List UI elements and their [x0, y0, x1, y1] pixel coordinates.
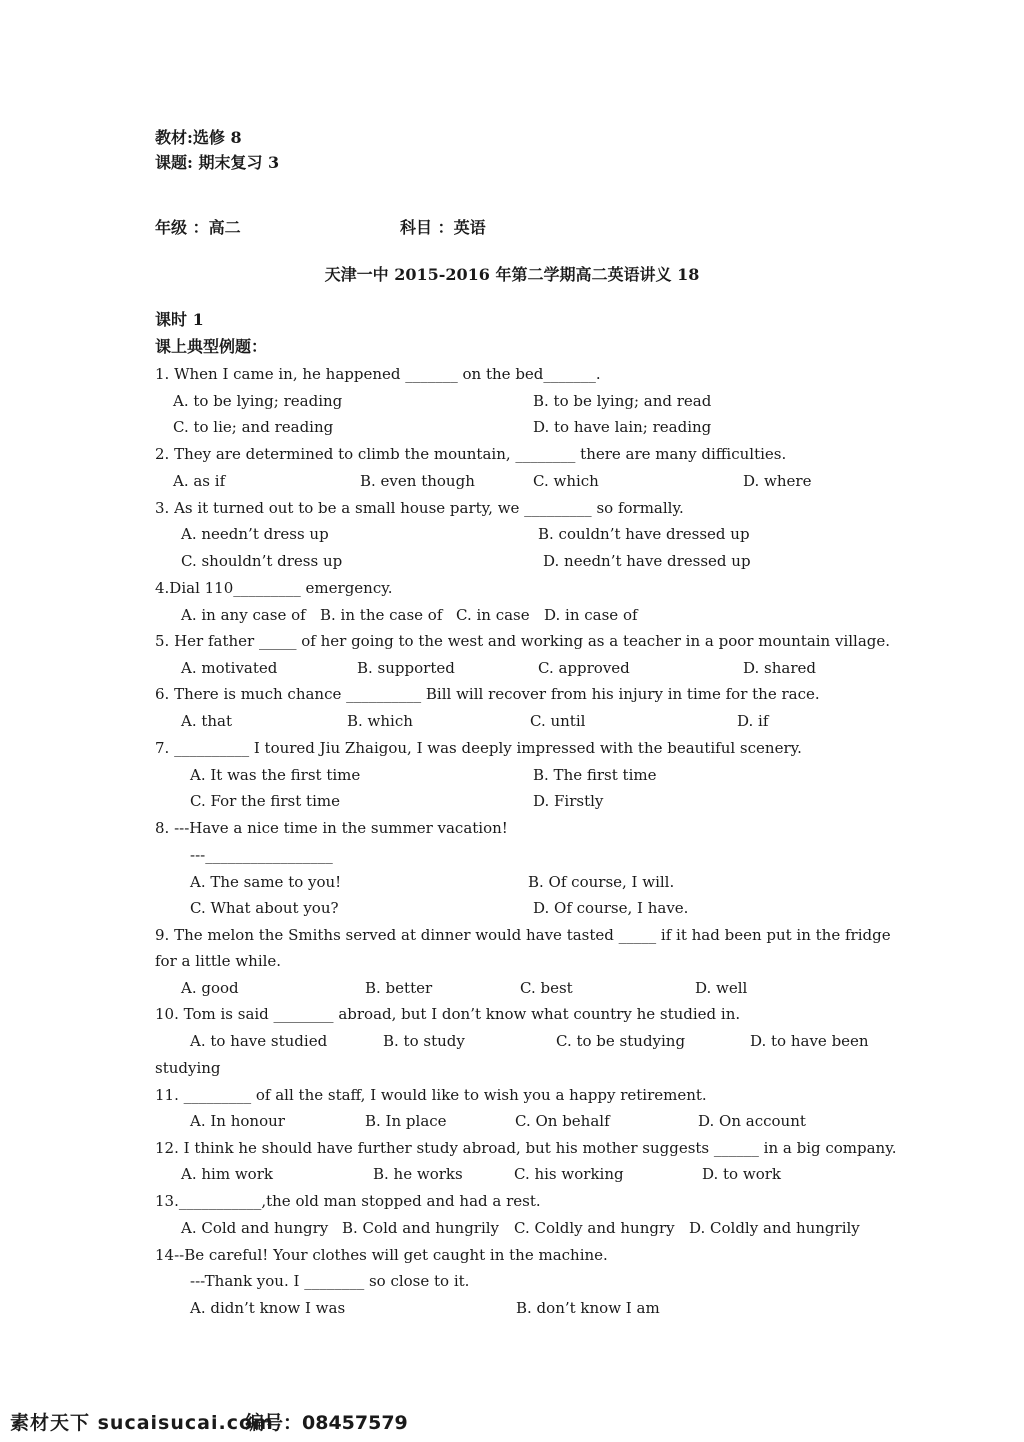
- q11-option-b: B. In place: [365, 1112, 447, 1130]
- question-5: 5. Her father _____ of her going to the west and working as a teacher in a poor mountain village.: [155, 632, 891, 650]
- lesson-label: 课时 1: [155, 310, 204, 329]
- question-1: 1. When I came in, he happened _______ on the bed_______.: [155, 365, 601, 383]
- question-3: 3. As it turned out to be a small house party, we _________ so formally.: [155, 499, 684, 517]
- q11-option-d: D. On account: [698, 1112, 806, 1130]
- question-2: 2. They are determined to climb the mountain, ________ there are many difficulties.: [155, 445, 787, 463]
- q6-option-c: C. until: [530, 712, 586, 730]
- question-7: 7. __________ I toured Jiu Zhaigou, I was deeply impressed with the beautiful scenery.: [155, 739, 802, 757]
- q1-option-c: C. to lie; and reading: [173, 418, 334, 436]
- grade-label: 年级 ：高二: [155, 218, 241, 237]
- q9-option-a: A. good: [181, 979, 239, 997]
- q3-option-d: D. needn’t have dressed up: [543, 552, 751, 570]
- q12-option-b: B. he works: [373, 1165, 463, 1183]
- textbook-label: 教材:选修 8: [155, 128, 242, 147]
- q2-option-a: A. as if: [173, 472, 226, 490]
- question-9: 9. The melon the Smiths served at dinner would have tasted _____ if it had been put in the fridge: [155, 926, 891, 944]
- question-13: 13.___________,the old man stopped and had a rest.: [155, 1192, 541, 1210]
- examples-label: 课上典型例题：: [155, 337, 268, 356]
- q2-option-c: C. which: [533, 472, 599, 490]
- question-10: 10. Tom is said ________ abroad, but I don’t know what country he studied in.: [155, 1005, 741, 1023]
- q10-option-d-continued: studying: [155, 1059, 221, 1077]
- q4-option-a: A. in any case of: [181, 606, 306, 624]
- q13-option-c: C. Coldly and hungry: [514, 1219, 675, 1237]
- question-14-reply: ---Thank you. I ________ so close to it.: [190, 1272, 470, 1290]
- question-4: 4.Dial 110_________ emergency.: [155, 579, 393, 597]
- q7-option-d: D. Firstly: [533, 792, 604, 810]
- q4-option-d: D. in case of: [544, 606, 638, 624]
- q12-option-c: C. his working: [514, 1165, 624, 1183]
- q3-option-b: B. couldn’t have dressed up: [538, 525, 750, 543]
- q12-option-a: A. him work: [181, 1165, 273, 1183]
- q9-option-c: C. best: [520, 979, 573, 997]
- q10-option-b: B. to study: [383, 1032, 465, 1050]
- watermark-footer: [0, 1400, 1024, 1442]
- q4-option-c: C. in case: [456, 606, 530, 624]
- q14-option-a: A. didn’t know I was: [190, 1299, 346, 1317]
- q2-option-d: D. where: [743, 472, 812, 490]
- q8-option-b: B. Of course, I will.: [528, 873, 675, 891]
- subject-label: 科目 ：英语: [400, 218, 486, 237]
- q9-option-d: D. well: [695, 979, 748, 997]
- q1-option-a: A. to be lying; reading: [173, 392, 343, 410]
- q13-option-a: A. Cold and hungry: [181, 1219, 329, 1237]
- q8-option-a: A. The same to you!: [190, 873, 342, 891]
- q12-option-d: D. to work: [702, 1165, 781, 1183]
- q6-option-a: A. that: [181, 712, 233, 730]
- q11-option-a: A. In honour: [190, 1112, 285, 1130]
- question-8-reply: ---_________________: [190, 846, 333, 864]
- question-11: 11. _________ of all the staff, I would like to wish you a happy retirement.: [155, 1086, 707, 1104]
- q5-option-c: C. approved: [538, 659, 630, 677]
- q8-option-c: C. What about you?: [190, 899, 339, 917]
- q6-option-b: B. which: [347, 712, 413, 730]
- q1-option-d: D. to have lain; reading: [533, 418, 712, 436]
- q14-option-b: B. don’t know I am: [516, 1299, 660, 1317]
- q6-option-d: D. if: [737, 712, 769, 730]
- q10-option-c: C. to be studying: [556, 1032, 686, 1050]
- q5-option-a: A. motivated: [181, 659, 278, 677]
- watermark-code: 编号：08457579: [245, 1412, 408, 1434]
- q2-option-b: B. even though: [360, 472, 475, 490]
- q3-option-c: C. shouldn’t dress up: [181, 552, 343, 570]
- q8-option-d: D. Of course, I have.: [533, 899, 689, 917]
- question-8: 8. ---Have a nice time in the summer vacation!: [155, 819, 508, 837]
- q13-option-b: B. Cold and hungrily: [342, 1219, 500, 1237]
- document-title: 天津一中 2015-2016 年第二学期高二英语讲义 18: [324, 265, 700, 284]
- question-14: 14--Be careful! Your clothes will get caught in the machine.: [155, 1246, 608, 1264]
- q7-option-a: A. It was the first time: [190, 766, 361, 784]
- q11-option-c: C. On behalf: [515, 1112, 610, 1130]
- q10-option-d: D. to have been: [750, 1032, 869, 1050]
- q9-option-b: B. better: [365, 979, 433, 997]
- question-6: 6. There is much chance __________ Bill will recover from his injury in time for the race.: [155, 685, 820, 703]
- q5-option-b: B. supported: [357, 659, 455, 677]
- watermark-brand: 素材天下 sucaisucai.com: [10, 1412, 274, 1434]
- q1-option-b: B. to be lying; and read: [533, 392, 712, 410]
- q7-option-c: C. For the first time: [190, 792, 340, 810]
- topic-label: 课题: 期末复习 3: [155, 153, 280, 172]
- q3-option-a: A. needn’t dress up: [181, 525, 329, 543]
- question-9-continued: for a little while.: [155, 952, 282, 970]
- q5-option-d: D. shared: [743, 659, 816, 677]
- q10-option-a: A. to have studied: [190, 1032, 328, 1050]
- q4-option-b: B. in the case of: [320, 606, 443, 624]
- q7-option-b: B. The first time: [533, 766, 657, 784]
- q13-option-d: D. Coldly and hungrily: [689, 1219, 860, 1237]
- question-12: 12. I think he should have further study abroad, but his mother suggests ______ in a big company.: [155, 1139, 897, 1157]
